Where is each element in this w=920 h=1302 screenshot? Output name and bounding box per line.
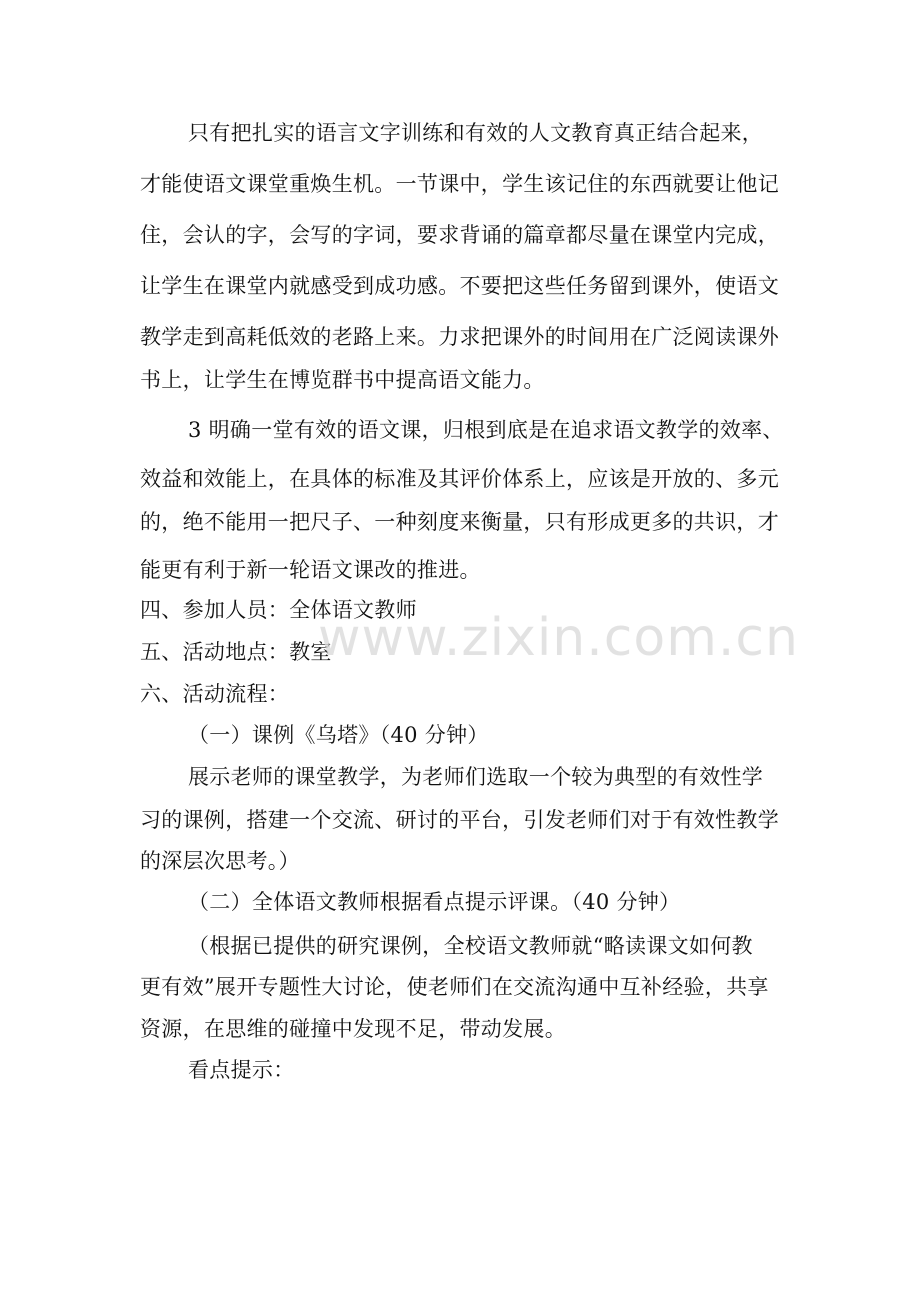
paragraph-2-line-1: 3 明确一堂有效的语文课，归根到底是在追求语文教学的效率、 (188, 418, 784, 442)
section-process: 六、活动流程： (140, 682, 290, 706)
step-2-desc-line-1: （根据已提供的研究课例，全校语文教师就“略读课文如何教 (188, 934, 753, 958)
section-participants: 四、参加人员：全体语文教师 (140, 598, 417, 622)
paragraph-1-line-4: 让学生在课堂内就感受到成功感。不要把这些任务留到课外，使语文 (140, 274, 779, 298)
step-2-desc-line-2: 更有效”展开专题性大讨论，使老师们在交流沟通中互补经验，共享 (140, 975, 769, 999)
paragraph-1-line-2: 才能使语文课堂重焕生机。一节课中，学生该记住的东西就要让他记 (140, 172, 779, 196)
step-2-title: （二）全体语文教师根据看点提示评课。（40 分钟） (188, 890, 681, 914)
paragraph-1-line-1: 只有把扎实的语言文字训练和有效的人文教育真正结合起来， (188, 121, 764, 145)
step-1-desc-line-3: 的深层次思考。） (140, 849, 300, 873)
paragraph-1-line-6: 书上，让学生在博览群书中提高语文能力。 (140, 368, 545, 392)
step-1-title: （一）课例《乌塔》（40 分钟） (188, 723, 489, 747)
step-1-desc-line-2: 习的课例，搭建一个交流、研讨的平台，引发老师们对于有效性教学 (140, 808, 779, 832)
hint-label: 看点提示： (188, 1058, 295, 1082)
paragraph-1-line-5: 教学走到高耗低效的老路上来。力求把课外的时间用在广泛阅读课外 (140, 325, 779, 349)
paragraph-2-line-2: 效益和效能上，在具体的标准及其评价体系上，应该是开放的、多元 (140, 467, 779, 491)
watermark: www.zixin.com.cn (318, 608, 799, 668)
step-1-desc-line-1: 展示老师的课堂教学，为老师们选取一个较为典型的有效性学 (188, 765, 764, 789)
section-location: 五、活动地点：教室 (140, 640, 332, 664)
paragraph-2-line-4: 能更有利于新一轮语文课改的推进。 (140, 558, 481, 582)
paragraph-1-line-3: 住，会认的字，会写的字词，要求背诵的篇章都尽量在课堂内完成， (140, 223, 779, 247)
paragraph-2-line-3: 的，绝不能用一把尺子、一种刻度来衡量，只有形成更多的共识，才 (140, 510, 779, 534)
step-2-desc-line-3: 资源，在思维的碰撞中发现不足，带动发展。 (140, 1017, 566, 1041)
